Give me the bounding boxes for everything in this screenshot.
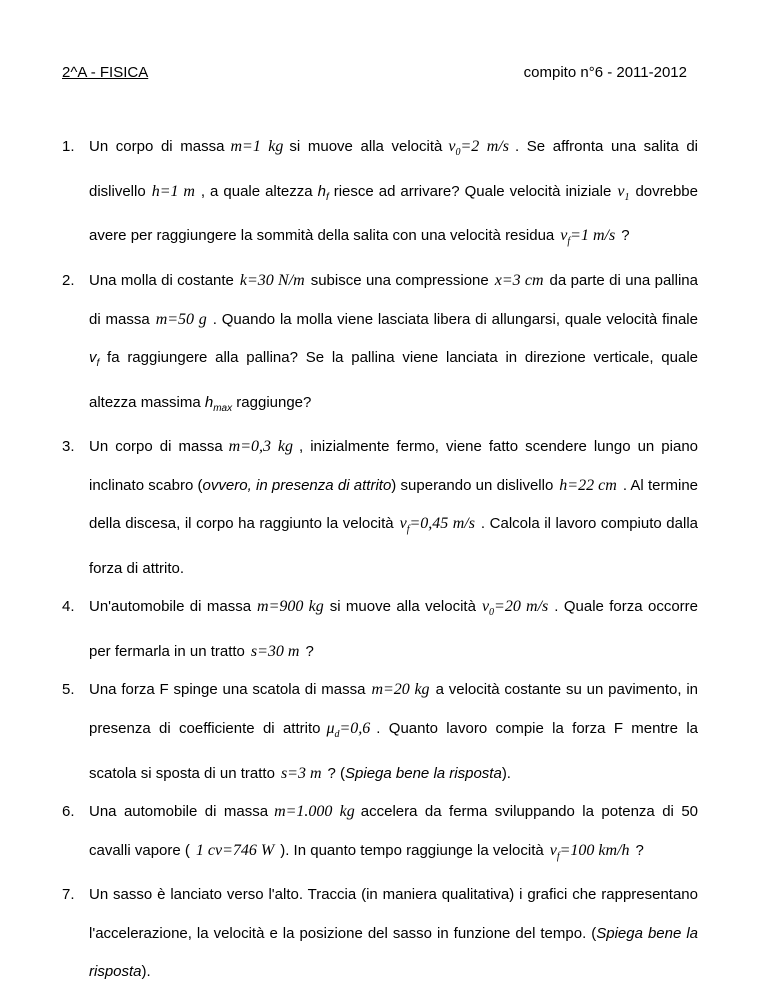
- exercise-text: Una molla di costante k=30 N/m subisce una compressione x=3 cm da parte di una pallina di massa m=50 g . Quando la molla viene lasciata libera di allungarsi, quale velocità finale $v_f$ fa raggiungere alla pallina? Se la pallina viene lanciata in direzione verticale, quale altezza massima $h_{max}$ raggiunge?: [89, 272, 699, 414]
- formula-height: h=1 m: [151, 182, 195, 200]
- formula-initial-velocity: $v_0=2$ m/s: [448, 138, 509, 159]
- exercise-text: Una automobile di massa m=1.000 kg accelera da ferma sviluppando la potenza di 50 cavalli vapore ( 1 cv=746 W ). In quanto tempo raggiunge la velocità $v_f=100$ km/h ?: [89, 803, 699, 862]
- formula-mass: m=20 kg: [371, 681, 430, 699]
- exercise-number: 2.: [62, 272, 75, 290]
- symbol-v1: $v_1$: [617, 182, 630, 203]
- exercise-2: [62, 262, 698, 428]
- formula-distance: s=30 m: [250, 642, 300, 660]
- exercise-text: Un sasso è lanciato verso l'alto. Traccia (in maniera qualitativa) i grafici che rappresentano l'accelerazione, la velocità e la posizione del sasso in funzione del tempo. (Spiega bene la risposta).: [89, 886, 698, 981]
- exercise-text: Una forza F spinge una scatola di massa m=20 kg a velocità costante su un pavimento, in presenza di coefficiente di attrito $\mu_d=0,6$ . Quanto lavoro compie la forza F mentre la scatola si sposta di un tratto s=3 m ? (Spiega bene la risposta).: [89, 681, 699, 782]
- formula-mass: m=50 g: [155, 310, 207, 328]
- exercise-5: [62, 671, 698, 793]
- italic-note: Spiega bene la risposta: [345, 764, 502, 782]
- formula-final-velocity: $v_f=1$ m/s: [560, 227, 616, 248]
- formula-mass: m=1 kg: [230, 138, 284, 155]
- formula-mass: m=0,3 kg: [228, 438, 293, 456]
- formula-initial-velocity: $v_0=20$ m/s: [481, 598, 549, 619]
- symbol-vf: $v_f$: [89, 349, 100, 370]
- formula-friction-coefficient: $\mu_d=0,6$: [326, 719, 371, 741]
- exercise-text: Un corpo di massa m=0,3 kg , inizialmente fermo, viene fatto scendere lungo un piano inclinato scabro (ovvero, in presenza di attrito) superando un dislivello h=22 cm . Al termine della discesa, il corpo ha raggiunto la velocità $v_f=0,45$ m/s . Calcola il lavoro compiuto dalla forza di attrito.: [89, 438, 699, 577]
- formula-final-velocity: $v_f=0,45$ m/s: [399, 515, 475, 536]
- formula-mass: m=900 kg: [257, 598, 324, 616]
- exercise-number: 3.: [62, 438, 75, 456]
- formula-mass: m=1.000 kg: [274, 803, 355, 821]
- exercise-3: [62, 428, 698, 588]
- exercise-number: 1.: [62, 138, 75, 155]
- class-subject-title: 2^A - FISICA: [62, 64, 149, 81]
- assignment-title: compito n°6 - 2011-2012: [523, 64, 687, 81]
- exercise-number: 5.: [62, 681, 75, 699]
- formula-compression: x=3 cm: [494, 272, 544, 290]
- symbol-hmax: $h_{max}$: [204, 393, 233, 414]
- italic-note: ovvero, in presenza di attrito: [202, 476, 392, 494]
- exercise-number: 6.: [62, 803, 75, 821]
- symbol-hf: $h_f$: [317, 182, 329, 203]
- exercise-4: [62, 588, 698, 671]
- exercise-6: [62, 793, 698, 876]
- formula-height: h=22 cm: [559, 476, 617, 494]
- exercise-number: 7.: [62, 886, 75, 904]
- exercise-text: Un'automobile di massa m=900 kg si muove alla velocità $v_0=20$ m/s . Quale forza occorre per fermarla in un tratto s=30 m ?: [89, 598, 699, 660]
- italic-note: Spiega bene la risposta: [89, 924, 698, 981]
- formula-spring-constant: k=30 N/m: [239, 272, 305, 290]
- page-header: [62, 64, 687, 84]
- formula-distance: s=3 m: [280, 764, 322, 782]
- formula-horsepower: 1 cv=746 W: [195, 841, 275, 859]
- exercise-1: [62, 128, 698, 262]
- formula-final-velocity: $v_f=100$ km/h: [549, 841, 630, 862]
- exercise-7: [62, 876, 698, 992]
- exercise-text: Un corpo di massa m=1 kg si muove alla velocità $v_0=2$ m/s . Se affronta una salita di dislivello h=1 m , a quale altezza $h_f$ riesce ad arrivare? Quale velocità iniziale $v_1$ dovrebbe avere per raggiungere la sommità della salita con una velocità residua $v_f=1$ m/s ?: [89, 138, 698, 248]
- exercise-list: [62, 128, 698, 992]
- exercise-number: 4.: [62, 598, 75, 616]
